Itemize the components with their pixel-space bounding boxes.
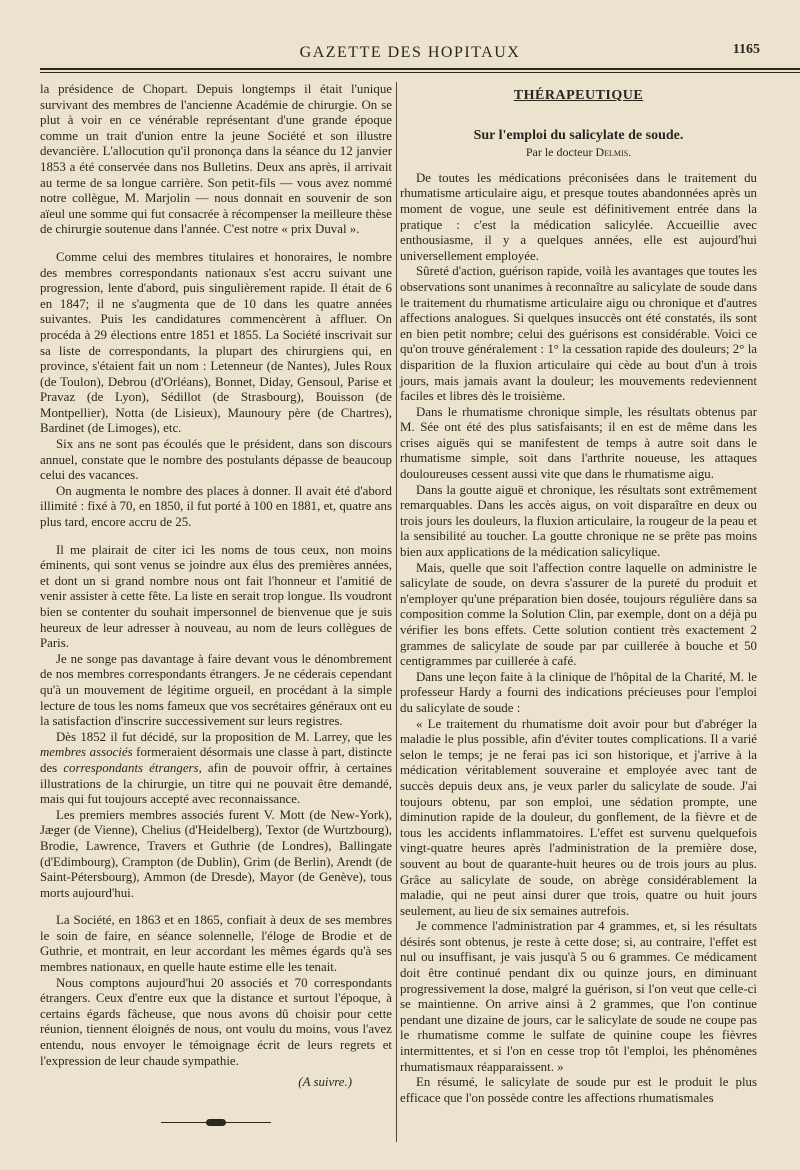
paragraph: En résumé, le salicylate de soude pur est le produit le plus efficace que l'on possède contre les affections rhumatismales (400, 1075, 757, 1105)
right-column (400, 82, 757, 1106)
article-title: Sur l'emploi du salicylate de soude. (473, 127, 684, 143)
paragraph (40, 730, 392, 808)
page-number: 1165 (732, 42, 760, 57)
paragraph: la présidence de Chopart. Depuis longtemps il était l'unique survivant des membres de l'ancienne Académie de chirurgie. On se plut à voir en ce vénérable représentant d'une grande époque comme un trait d'union entre la jeune Société et son illustre devancière. L'allocution qu'il prononça dans la séance du 12 janvier 1853 a été conservée dans nos Bulletins. Deux ans après, il arrivait au terme de sa longue carrière. Son petit-fils — vous avez nommé notre collègue, M. Marjolin — nous donnait en souvenir de son aïeul une somme qui fut consacrée à récompenser la meilleure thèse de chirurgie soutenue dans l'année. C'est notre « prix Duval ». (40, 82, 392, 237)
page-header (60, 42, 760, 66)
ornamental-rule (161, 1119, 271, 1127)
paragraph: Mais, quelle que soit l'affection contre laquelle on administre le salicylate de soude, on devra s'assurer de la pureté du produit et n'employer qu'une préparation bien dosée, toujours régulière dans sa composition comme la Solution Clin, par exemple, dont on a déjà pu vérifier les bons effets. Cette solution contient très exactement 2 grammes de salicylate de soude par par cuillerée à bouche et 50 centigrammes par cuillerée à café. (400, 560, 757, 669)
paragraph: Six ans ne sont pas écoulés que le président, dans son discours annuel, constate que le nombre des postulants dépasse de beaucoup celui des vacances. (40, 437, 392, 483)
left-column (40, 82, 392, 1127)
paragraph: Je commence l'administration par 4 grammes, et, si les résultats désirés sont obtenus, je reste à cette dose; si, au contraire, l'effet est nul ou insuffisant, je vais jusqu'à 5 ou 6 grammes. Ce médicament doit être continué pendant dix ou quinze jours, en diminuant progressivement la dose, malgré la guérison, si l'on veut que celle-ci se maintienne. On arrive ainsi à 2 grammes, que l'on continue pendant une dizaine de jours, car le salicylate de soude ne coupe pas le rhumatisme comme le sulfate de quinine coupe les fièvres intermittentes, et si l'on en cesse trop tôt l'emploi, les phénomènes rhumatismaux réapparaissent. » (400, 919, 757, 1074)
paragraph: La Société, en 1863 et en 1865, confiait à deux de ses membres le soin de faire, en séance solennelle, l'éloge de Brodie et de Guthrie, et montrait, en leur accordant les mêmes égards qu'à ses membres nationaux, en quelle haute estime elle les tenait. (40, 913, 392, 975)
text-run: formeraient désormais une classe à part, distincte des (40, 745, 392, 775)
journal-title: GAZETTE DES HOPITAUX (299, 44, 521, 61)
paragraph: Dans le rhumatisme chronique simple, les résultats obtenus par M. Sée ont été des plus satisfaisants; il en est de même dans les crises aiguës qui se manifestent de temps à autre soit dans le rhumatisme simple, soit dans l'arthrite noueuse, les attaques douloureuses cessent aussi vite que dans le rhumatisme aigu. (400, 404, 757, 482)
text-run: , afin de pouvoir offrir, à certaines illustrations de la chirurgie, un titre qui ne pouvait être demandé, mais qui fut toujours accepté avec reconnaissance. (40, 760, 393, 807)
paragraph: Nous comptons aujourd'hui 20 associés et 70 correspondants étrangers. Ceux d'entre eux que la distance et surtout l'époque, à certains égards fâcheuse, que nous avons dû choisir pour cette réunion, tiennent éloignés de nous, ont voulu du moins, vous l'avez entendu, nous envoyer le témoignage écrit de leurs regrets et l'expression de leur chaude sympathie. (40, 975, 392, 1068)
paragraph: Dans la goutte aiguë et chronique, les résultats sont extrêmement remarquables. Dans les accès aigus, on voit disparaître en deux ou trois jours les douleurs, la fluxion articulaire, la rougeur de la peau et la sensibilité au toucher. La goutte chronique ne se prête pas moins bien aux applications de la médication salicylique. (400, 482, 757, 560)
header-rule-thin (40, 72, 800, 73)
paragraph: Sûreté d'action, guérison rapide, voilà les avantages que toutes les observations sont unanimes à reconnaître au salicylate de soude dans le traitement du rhumatisme articulaire aigu ou chronique et d'autres affections analogues. Si quelques insuccès ont été constatés, ils sont en bien petit nombre; celui des guérisons est considérable. Voici ce qu'on trouve généralement : 1° la cessation rapide des douleurs; 2° la disparition de la fluxion articulaire qui cède au bout d'un à trois jours, mais jamais avant la douleur; les mouvements redeviennent faciles et libres dès le troisième. (400, 264, 757, 404)
paragraph: « Le traitement du rhumatisme doit avoir pour but d'abréger la maladie le plus possible, afin d'éviter toutes complications. Il a varié selon le temps; je ne ferai pas ici son historique, et j'arrive à la médication véritablement souveraine et employée avec tant de succès depuis deux ans, je veux parler du salicylate de soude. J'ai toujours obtenu, par son emploi, une sédation prompte, une diminution rapide de la douleur, du gonflement, de la fièvre et de tous les accidents inflammatoires. L'effet est survenu quelquefois vingt-quatre heures après l'administration de la première dose, souvent au bout de quarante-huit heures ou de trois jours au plus. Grâce au salicylate de soude, on abrège considérablement la maladie, qui ne peut ainsi durer que trois, quatre ou huit jours seulement, au lieu de six semaines autrefois. (400, 716, 757, 918)
paragraph: De toutes les médications préconisées dans le traitement du rhumatisme articulaire aigu, et presque toutes abandonnées après un moment de vogue, une seule est définitivement entrée dans la pratique : c'est la médication salicylée. Accueillie avec enthousiasme, il y a quelques années, elle est aujourd'hui universellement employée. (400, 170, 757, 263)
section-heading: THÉRAPEUTIQUE (513, 88, 644, 103)
paragraph: On augmenta le nombre des places à donner. Il avait été d'abord illimité : fixé à 70, en 1850, il fut porté à 100 en 1881, et, quatre ans plus tard, encore accru de 25. (40, 483, 392, 530)
italic-term: membres associés (40, 745, 133, 760)
author-name: Delmis. (595, 145, 632, 160)
to-be-continued: (A suivre.) (298, 1075, 352, 1090)
header-rule (40, 68, 800, 70)
byline (400, 145, 757, 161)
paragraph: Il me plairait de citer ici les noms de tous ceux, non moins éminents, qui sont venus se joindre aux élus des premières années, et dont un si grand nombre nous ont fait l'honneur et l'amitié de venir assister à cette fête. La liste en serait trop longue. Ils voudront bien se contenter du souhait impersonnel de bienvenue que je suis heureux de leur adresser à nouveau, au nom de leurs collègues de Paris. (40, 542, 392, 651)
text-run: Dès 1852 il fut décidé, sur la proposition de M. Larrey, que les (56, 729, 392, 744)
paragraph: Les premiers membres associés furent V. Mott (de New-York), Jæger (de Vienne), Chelius (d'Heidelberg), Textor (de Wurtzbourg), Brodie, Lawrence, Travers et Guthrie (de Londres), Ballingate (d'Edimbourg), Crampton (de Dublin), Grim (de Berlin), Arendt (de Saint-Pétersbourg), Ammon (de Dresde), Mayor (de Genève), tous morts aujourd'hui. (40, 807, 392, 900)
italic-term: correspondants étrangers (63, 760, 199, 775)
paragraph: Comme celui des membres titulaires et honoraires, le nombre des membres correspondants nationaux s'est accru suivant une progression, lente d'abord, puis singulièrement rapide. Il était de 6 en 1847; il ne s'augmenta que de 10 dans les quatre années suivantes. Puis les candidatures commencèrent à affluer. On procéda à 29 élections entre 1851 et 1855. La Société inscrivait sur sa liste de correspondants, la plupart des chirurgiens qui, en province, s'étaient fait un nom : Letenneur (de Nantes), Jules Roux (de Toulon), Debrou (d'Orléans), Bonnet, Diday, Gensoul, Parise et Pravaz (de Lyon), Sédillot (de Strasbourg), Bouisson (de Montpellier), Notta (de Lisieux), Maunoury père (de Chartres), Bardinet (de Limoges), etc. (40, 249, 392, 436)
column-separator (396, 82, 397, 1142)
byline-prefix: Par le docteur (525, 145, 593, 160)
paragraph: Je ne songe pas davantage à faire devant vous le dénombrement de nos membres correspondants étrangers. Je ne céderais cependant qu'à un mouvement de légitime orgueil, en procédant à la simple lecture de tous les noms fameux que vos secrétaires généraux ont eu la satisfaction d'inscrire successivement sur leurs registres. (40, 651, 392, 729)
paragraph: Dans une leçon faite à la clinique de l'hôpital de la Charité, M. le professeur Hardy a fourni des indications précieuses pour l'emploi du salicylate de soude : (400, 669, 757, 715)
